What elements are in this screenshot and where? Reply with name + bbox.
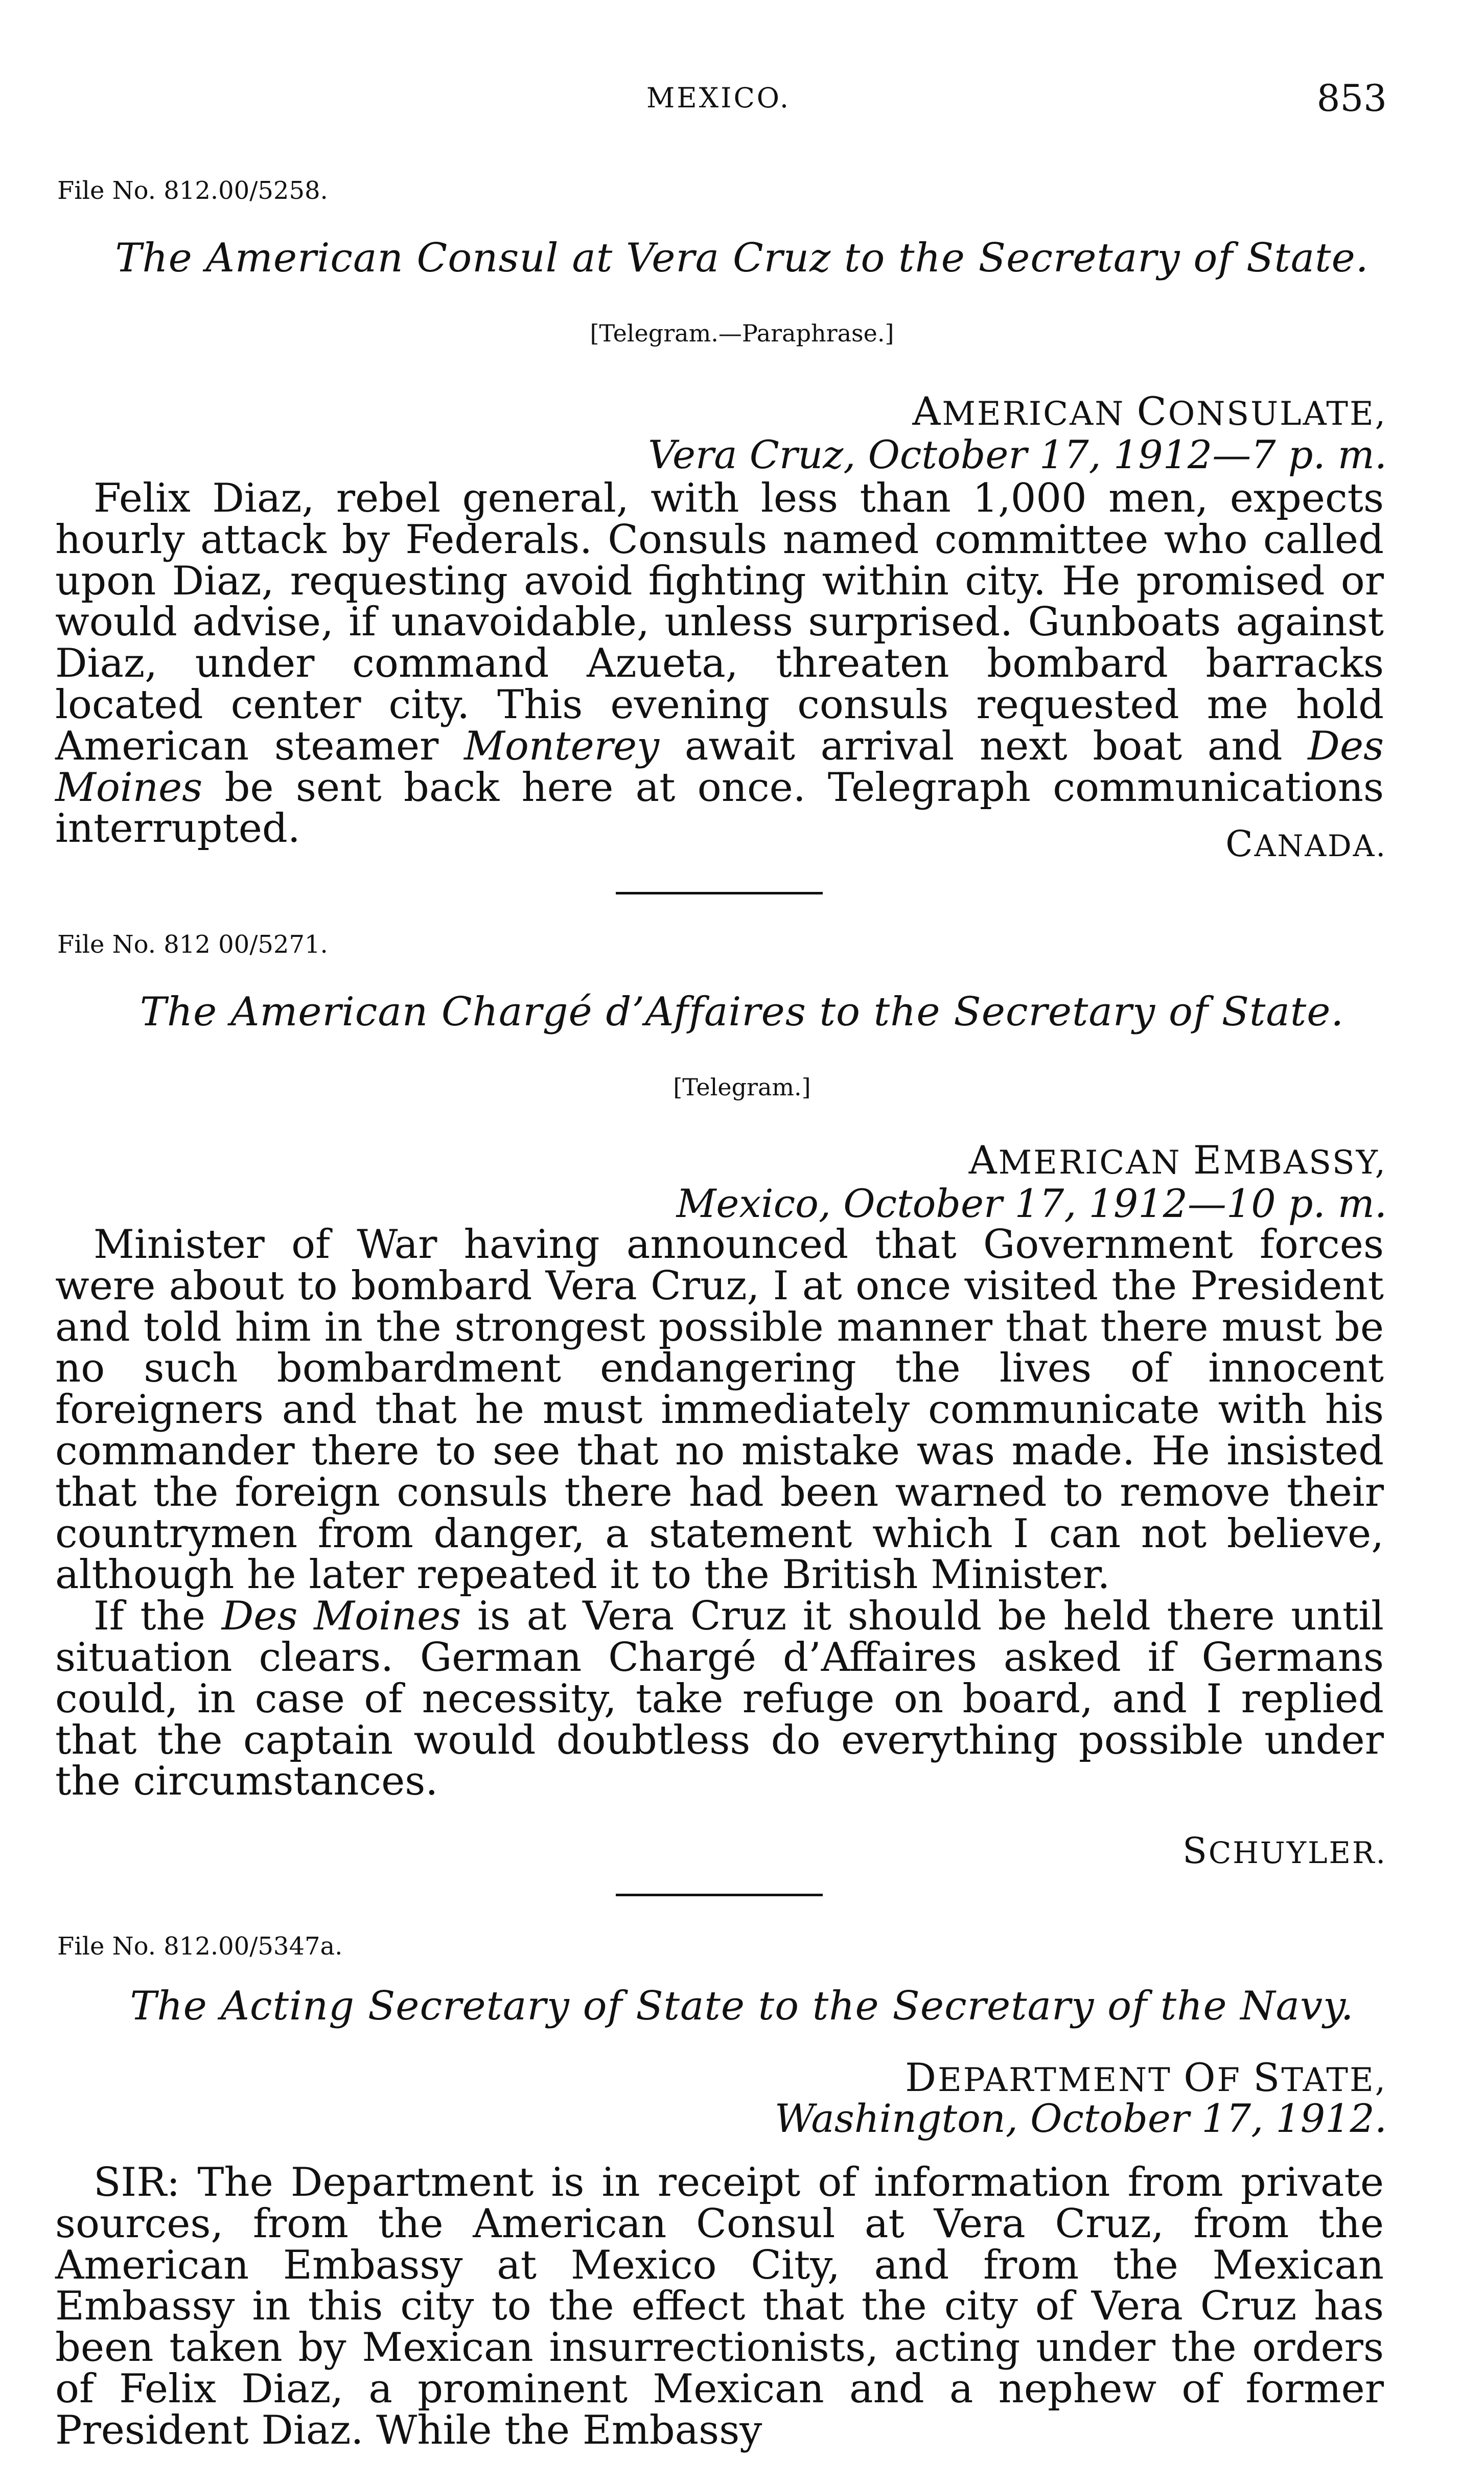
italic-ship-name: Des Moines — [55, 723, 1384, 811]
signature: CANADA. — [1225, 823, 1387, 865]
sender-place: AMERICAN CONSULATE, — [912, 388, 1387, 434]
dateline: Vera Cruz, October 17, 1912—7 p. m. — [648, 432, 1387, 477]
telegram-note: [Telegram.] — [673, 1073, 811, 1101]
sender-place: AMERICAN EMBASSY, — [968, 1137, 1387, 1183]
file-number: File No. 812.00/5347a. — [57, 1932, 343, 1961]
file-number: File No. 812 00/5271. — [57, 930, 328, 959]
section-divider — [616, 1894, 823, 1896]
italic-ship-name: Des Moines — [221, 1593, 461, 1640]
letter-body — [55, 1222, 1384, 1805]
paragraph: Felix Diaz, rebel general, with less than 1,000 men, expects hourly attack by Federals. Consuls named committee who called upon Diaz, requesting avoid fighting within city. He promised or would advise, if unavoidable, unless surprised. Gunboats against Diaz, under command Azueta, threaten bombard barracks located center city. This evening consuls requested me hold American steamer Monterey await arrival next boat and Des Moines be sent back here at once. Telegraph communications interrupted. — [55, 475, 1384, 852]
paragraph: Minister of War having announced that Government forces were about to bombard Vera Cruz, I at once visited the President and told him in the strongest possible manner that there must be no such bombardment endangering the lives of innocent foreigners and that he must immediately communicate with his commander there to see that no mistake was made. He insisted that the foreign consuls there had been warned to remove their countrymen from danger, a statement which I can not believe, although he later repeated it to the British Minister. — [55, 1222, 1384, 1598]
letter-body — [55, 2159, 1384, 2453]
signature: SCHUYLER. — [1182, 1830, 1387, 1872]
section-divider — [616, 892, 823, 894]
running-title: MEXICO. — [646, 82, 791, 114]
dateline: Washington, October 17, 1912. — [774, 2096, 1387, 2141]
paragraph: If the Des Moines is at Vera Cruz it should be held there until situation clears. German Chargé d’Affaires asked if Germans could, in case of necessity, take refuge on board, and I replied that the captain would doubtless do everything possible under the circumstances. — [55, 1593, 1384, 1805]
letter-body — [55, 475, 1384, 852]
page-number: 853 — [1316, 77, 1387, 120]
document-heading: The American Chargé d’Affaires to the Secretary of State. — [140, 989, 1344, 1035]
sender-place: DEPARTMENT OF STATE, — [905, 2055, 1387, 2100]
telegram-note: [Telegram.—Paraphrase.] — [590, 319, 894, 347]
document-heading: The American Consul at Vera Cruz to the Secretary of State. — [115, 235, 1369, 281]
dateline: Mexico, October 17, 1912—10 p. m. — [676, 1181, 1387, 1226]
paragraph: SIR: The Department is in receipt of information from private sources, from the American Consul at Vera Cruz, from the American Embassy at Mexico City, and from the Mexican Embassy in this city to the effect that the city of Vera Cruz has been taken by Mexican insurrectionists, acting under the orders of Felix Diaz, a prominent Mexican and a nephew of former President Diaz. While the Embassy — [55, 2159, 1384, 2453]
file-number: File No. 812.00/5258. — [57, 176, 328, 205]
italic-ship-name: Monterey — [464, 723, 660, 769]
running-head — [0, 77, 1484, 123]
document-heading: The Acting Secretary of State to the Secretary of the Navy. — [130, 1983, 1354, 2029]
